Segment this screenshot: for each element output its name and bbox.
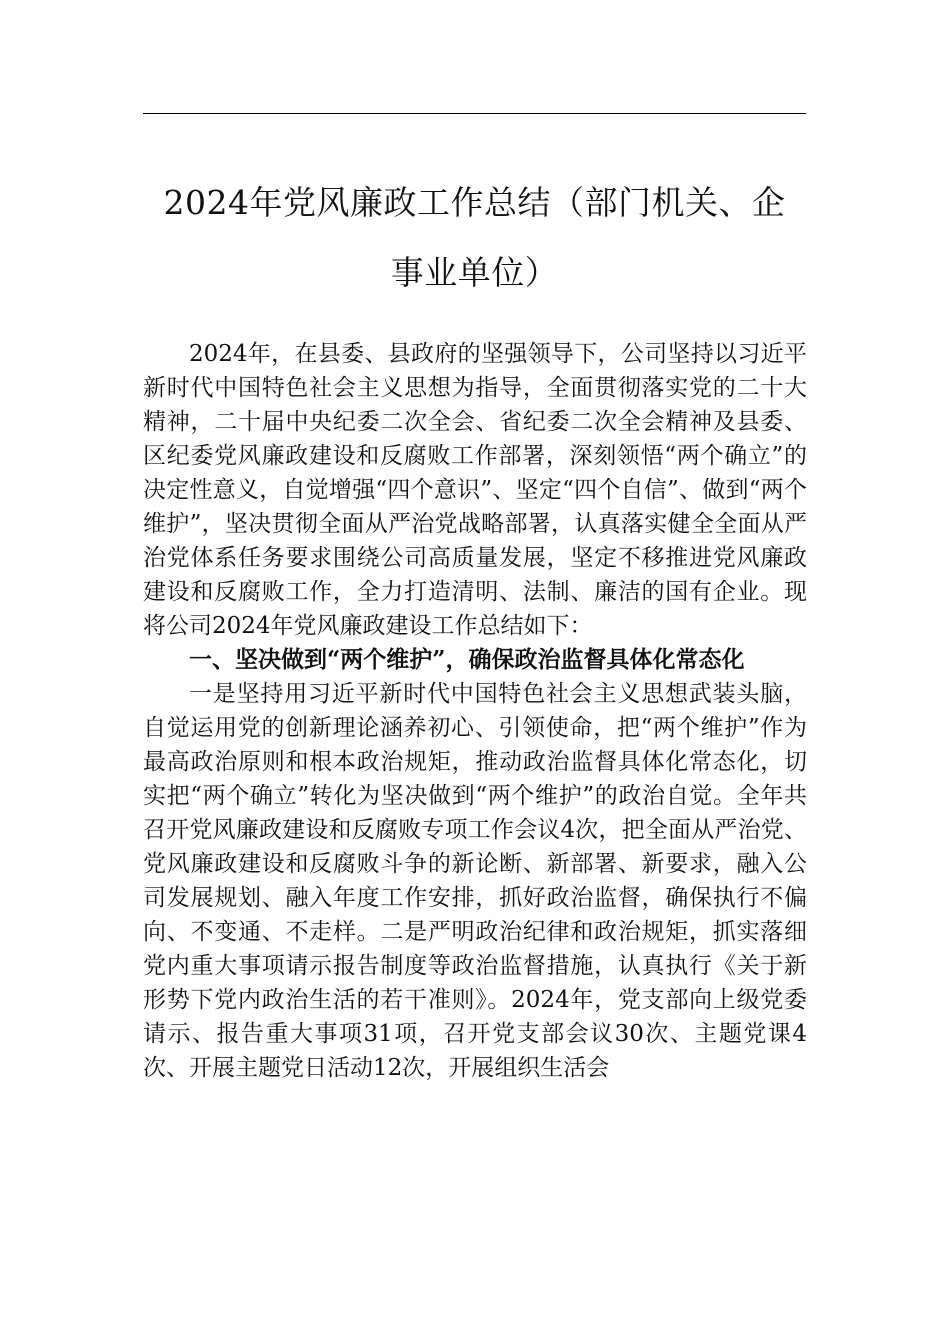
title-line-2: 事业单位） — [390, 253, 559, 292]
document-title — [143, 168, 806, 308]
title-line-1: 2024年党风廉政工作总结（部门机关、企 — [163, 183, 786, 222]
section-heading-1: 一、坚决做到“两个维护”，确保政治监督具体化常态化 — [189, 646, 745, 673]
document-body — [143, 337, 807, 1085]
section-1-paragraph: 一是坚持用习近平新时代中国特色社会主义思想武装头脑，自觉运用党的创新理论涵养初心、引领使命，把“两个维护”作为最高政治原则和根本政治规矩，推动政治监督具体化常态化，切实把“两个确立”转化为坚决做到“两个维护”的政治自觉。全年共召开党风廉政建设和反腐败专项工作会议4次，把全面从严治党、党风廉政建设和反腐败斗争的新论断、新部署、新要求，融入公司发展规划、融入年度工作安排，抓好政治监督，确保执行不偏向、不变通、不走样。二是严明政治纪律和政治规矩，抓实落细党内重大事项请示报告制度等政治监督措施，认真执行《关于新形势下党内政治生活的若干准则》。2024年，党支部向上级党委请示、报告重大事项31项，召开党支部会议30次、主题党课4次、开展主题党日活动12次，开展组织生活会 — [143, 681, 807, 1081]
intro-paragraph: 2024年，在县委、县政府的坚强领导下，公司坚持以习近平新时代中国特色社会主义思想为指导，全面贯彻落实党的二十大精神，二十届中央纪委二次全会、省纪委二次全会精神及县委、区纪委党风廉政建设和反腐败工作部署，深刻领悟“两个确立”的决定性意义，自觉增强“四个意识”、坚定“四个自信”、做到“两个维护”，坚决贯彻全面从严治党战略部署，认真落实健全全面从严治党体系任务要求围绕公司高质量发展，坚定不移推进党风廉政建设和反腐败工作，全力打造清明、法制、廉洁的国有企业。现将公司2024年党风廉政建设工作总结如下： — [143, 341, 807, 639]
header-rule — [143, 113, 806, 114]
